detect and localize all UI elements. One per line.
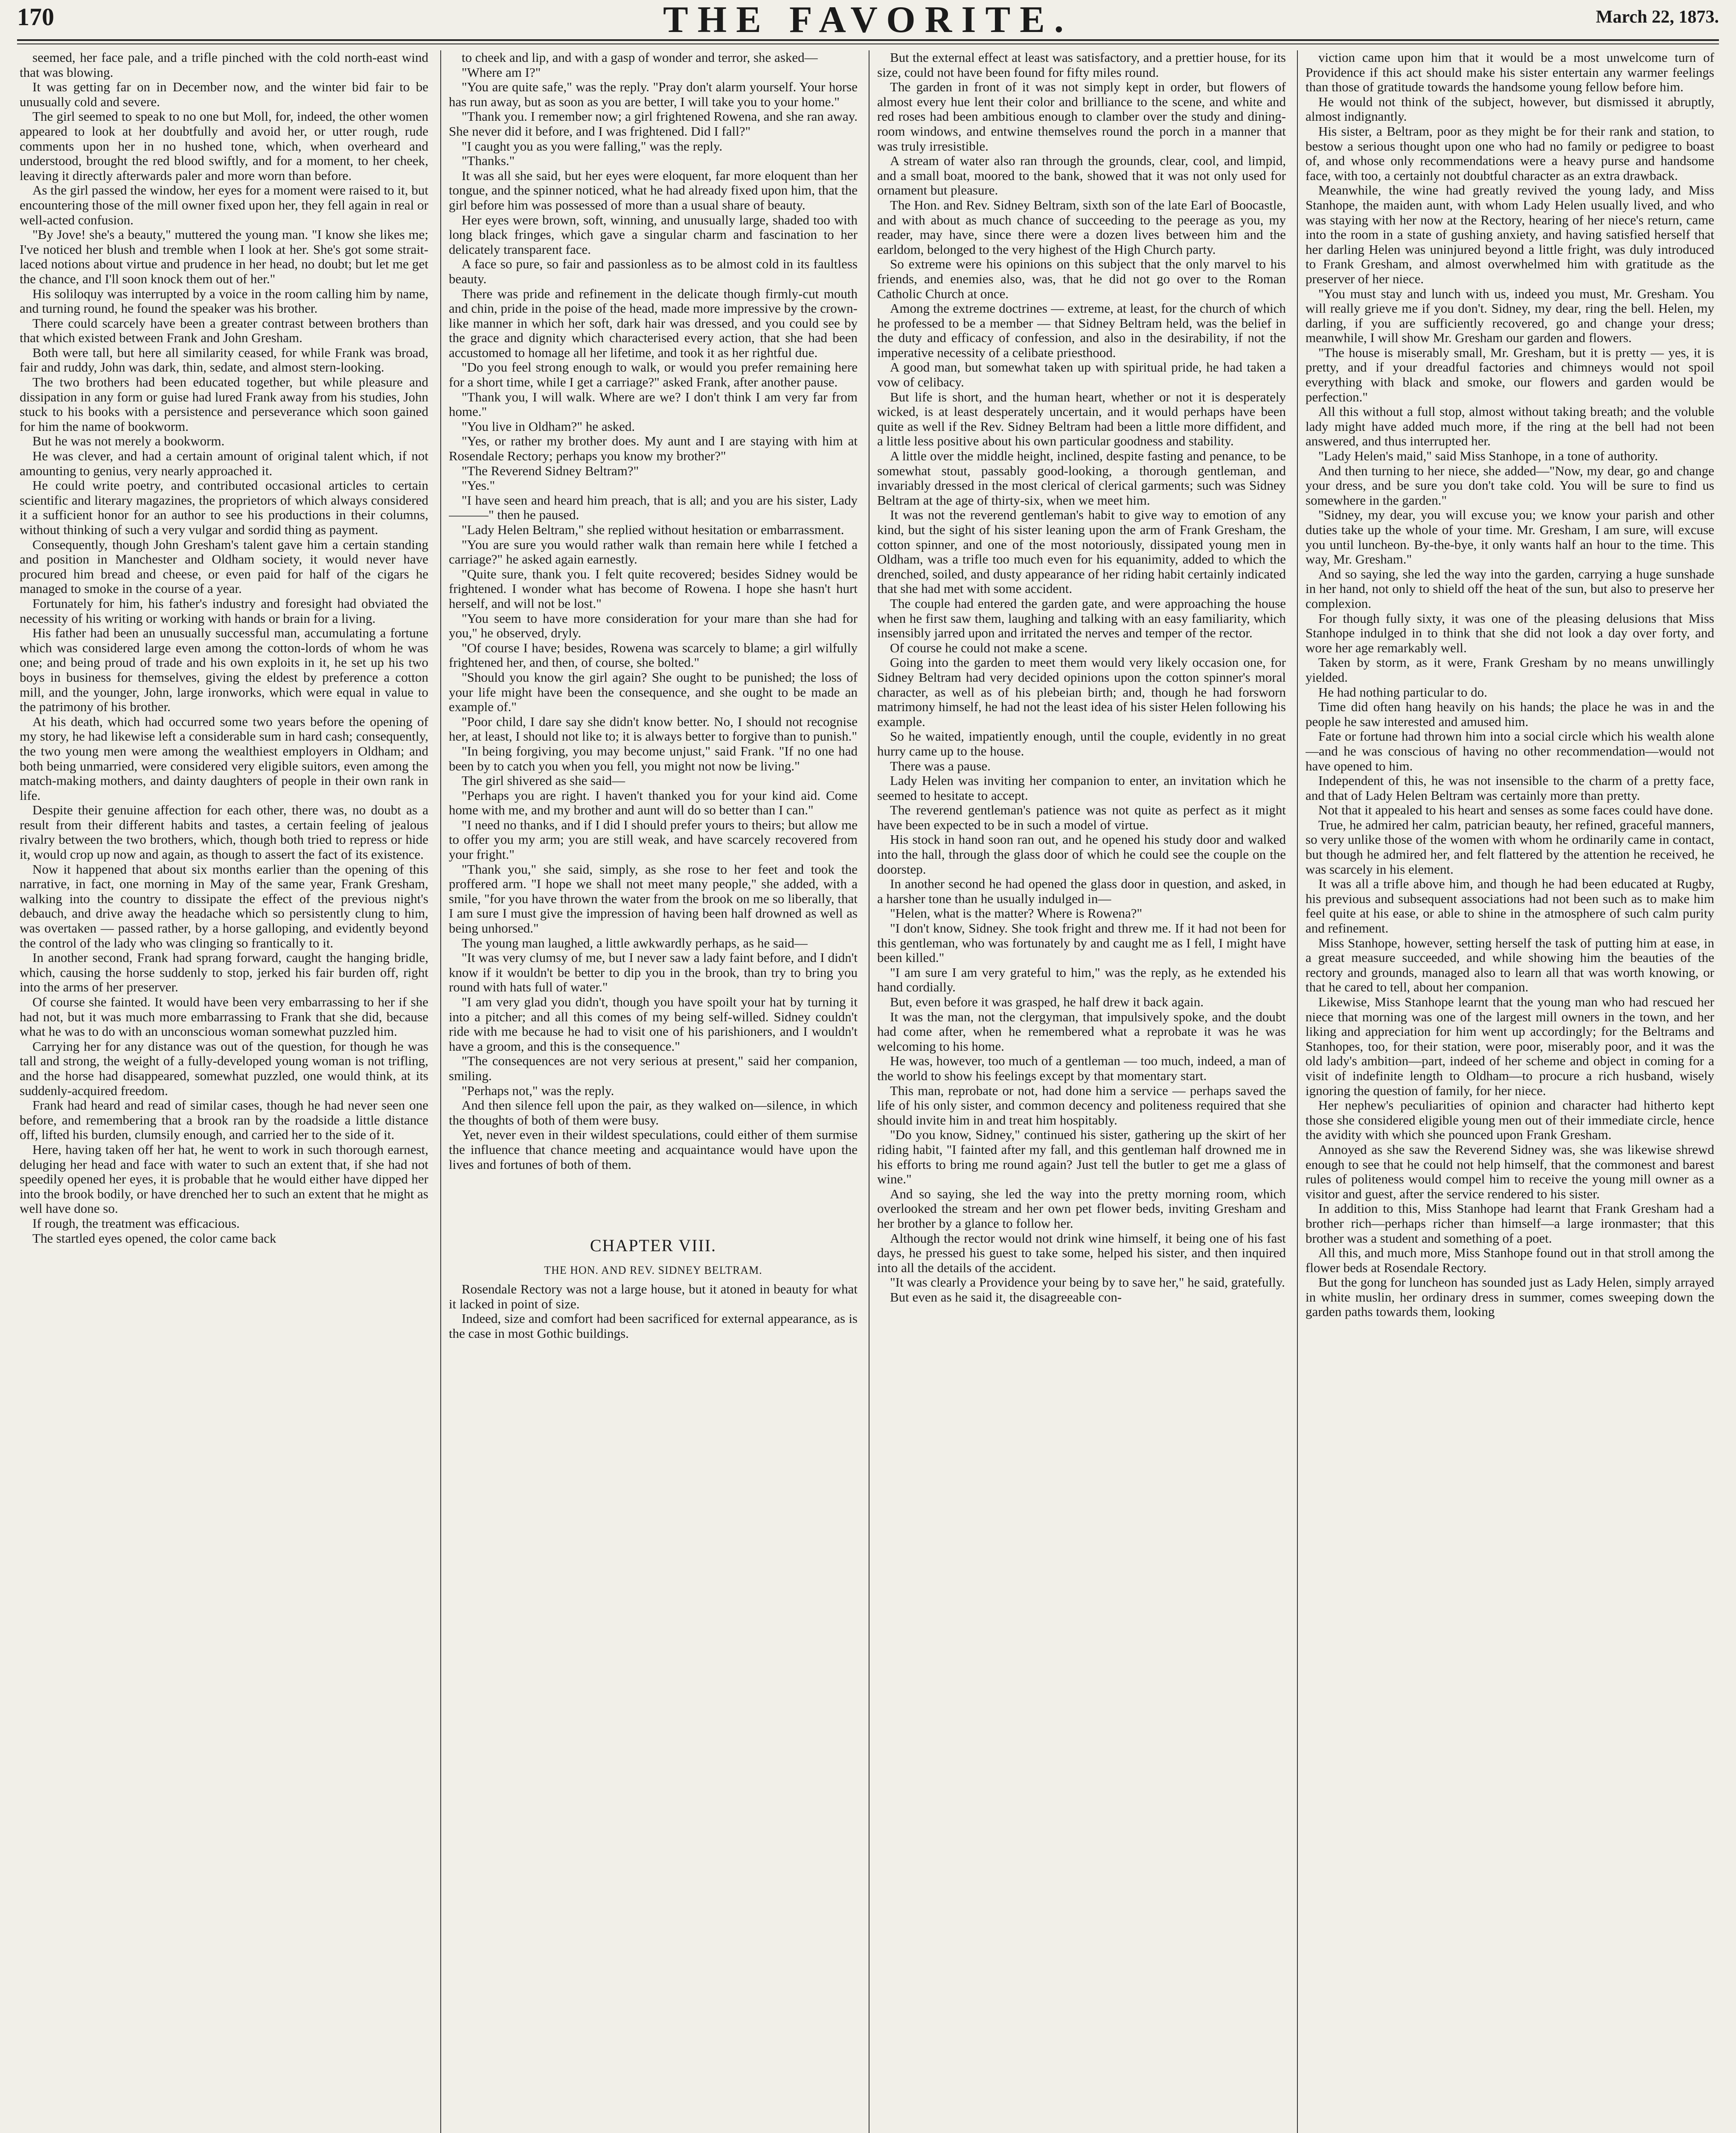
page-header	[17, 0, 1719, 41]
paragraph: "You are sure you would rather walk than remain here while I fetched a carriage?" he asked again earnestly.	[449, 537, 858, 567]
paragraph: It was not the reverend gentleman's habit to give way to emotion of any kind, but the sight of his sister leaning upon the arm of Frank Gresham, the cotton spinner, and one of the most notoriously, dissipated young men in Oldham, was a trifle too much even for his equanimity, added to which the drenched, soiled, and dusty appearance of her riding habit certainly indicated that she had met with some accident.	[877, 507, 1286, 596]
paragraph: The startled eyes opened, the color came back	[32, 1230, 276, 1246]
paragraph: He was, however, too much of a gentleman — too much, indeed, a man of the world to show his feelings except by that momentary start.	[877, 1053, 1286, 1083]
paragraph: Here, having taken off her hat, he went to work in such thorough earnest, deluging her head and face with water to such an extent that, if she had not speedily opened her eyes, it is probable that he would either have dipped her into the brook bodily, or have drenched her to such an extent that he might as well have done so.	[20, 1142, 428, 1216]
paragraph: All this, and much more, Miss Stanhope found out in that stroll among the flower beds at Rosendale Rectory.	[1306, 1245, 1714, 1275]
paragraph: "By Jove! she's a beauty," muttered the young man. "I know she likes me; I've noticed her blush and tremble when I look at her. She's got some strait-laced notions about virtue and prudence in her head, no doubt; but let me get the chance, and I'll soon knock them out of her."	[20, 227, 428, 286]
paragraph: If rough, the treatment was efficacious.	[32, 1215, 240, 1231]
paragraph: A stream of water also ran through the grounds, clear, cool, and limpid, and a small boat, moored to the bank, showed that it was not only used for ornament but pleasure.	[877, 153, 1286, 198]
paragraph: Miss Stanhope, however, setting herself the task of putting him at ease, in a great measure succeeded, and while showing him the beauties of the rectory and grounds, managed also to learn all that was worth knowing, or that he cared to tell, about her companion.	[1306, 935, 1714, 995]
paragraph: "I am very glad you didn't, though you have spoilt your hat by turning it into a pitcher; and all this comes of my being self-willed. Sidney couldn't ride with me because he had to visit one of his parishioners, and I wouldn't have a groom, and this is the consequence."	[449, 994, 858, 1054]
paragraph: He would not think of the subject, however, but dismissed it abruptly, almost indignantly.	[1306, 94, 1714, 124]
column-4	[1306, 50, 1714, 2133]
paragraph: It was all she said, but her eyes were eloquent, far more eloquent than her tongue, and the spinner noticed, what he had already fixed upon him, that the girl before him was possessed of more than a usual share of beauty.	[449, 168, 858, 212]
paragraph: The reverend gentleman's patience was not quite as perfect as it might have been expected to be in such a model of virtue.	[877, 802, 1286, 832]
paragraph: "Perhaps you are right. I haven't thanked you for your kind aid. Come home with me, and my brother and aunt will do so better than I can."	[449, 788, 858, 818]
paragraph: But the external effect at least was satisfactory, and a prettier house, for its size, could not have been found for fifty miles round.	[877, 50, 1286, 80]
paragraph: Carrying her for any distance was out of the question, for though he was tall and strong, the weight of a fully-developed young woman is not trifling, and the horse had disappeared, somewhat puzzled, one would think, at its suddenly-acquired freedom.	[20, 1038, 428, 1098]
paragraph: All this without a full stop, almost without taking breath; and the voluble lady might have added much more, if the ring at the bell had not been answered, and thus interrupted her.	[1306, 404, 1714, 449]
paragraph: "Helen, what is the matter? Where is Rowena?"	[890, 906, 1143, 921]
paragraph: "Lady Helen Beltram," she replied without hesitation or embarrassment.	[462, 522, 844, 537]
paragraph: His sister, a Beltram, poor as they might be for their rank and station, to bestow a serious thought upon one who had no family or pedigree to boast of, and whose only recommendations were a heavy purse and handsome face, with too, a certainly not doubtful character as an extra drawback.	[1306, 123, 1714, 183]
paragraph: This man, reprobate or not, had done him a service — perhaps saved the life of his only sister, and common decency and politeness required that she should invite him in and treat him hospitably.	[877, 1083, 1286, 1128]
paragraph: Indeed, size and comfort had been sacrificed for external appearance, as is the case in most Gothic buildings.	[449, 1311, 858, 1341]
paragraph: "Of course I have; besides, Rowena was scarcely to blame; a girl wilfully frightened her, and then, of course, she bolted."	[449, 640, 858, 670]
paragraph: The garden in front of it was not simply kept in order, but flowers of almost every hue lent their color and brilliance to the scene, and white and red roses had been ambitious enough to clamber over the study and dining-room windows, and entwine themselves round the porch in a manner that was truly irresistible.	[877, 79, 1286, 154]
paragraph: Despite their genuine affection for each other, there was, no doubt as a result from their different habits and tastes, a certain feeling of jealous rivalry between the two brothers, which, though both tried to repress or hide it, would crop up now and again, as though to assert the fact of its existence.	[20, 802, 428, 862]
paragraph: "In being forgiving, you may become unjust," said Frank. "If no one had been by to catch you when you fell, you might not now be living."	[449, 743, 858, 773]
paragraph: The Hon. and Rev. Sidney Beltram, sixth son of the late Earl of Boocastle, and with about as much chance of succeeding to the peerage as you, my reader, may have, since there were a dozen lives between him and the earldom, belonged to the very highest of the High Church party.	[877, 197, 1286, 257]
header-rule	[17, 39, 1719, 44]
page-number: 170	[17, 3, 54, 31]
column-1	[20, 50, 428, 2133]
paragraph: "I am sure I am very grateful to him," was the reply, as he extended his hand cordially.	[877, 965, 1286, 995]
paragraph: "Do you know, Sidney," continued his sister, gathering up the skirt of her riding habit, "I fainted after my fall, and this gentleman half drowned me in his efforts to bring me round again? Just tell the butler to get me a glass of wine."	[877, 1127, 1286, 1187]
paragraph: In addition to this, Miss Stanhope had learnt that Frank Gresham had a brother rich—perhaps richer than himself—a large ironmaster; that this brother was a student and something of a poet.	[1306, 1201, 1714, 1246]
paragraph: Of course she fainted. It would have been very embarrassing to her if she had not, but it was much more embarrassing to Frank that she did, because what he was to do with an unconscious woman somewhat puzzled him.	[20, 994, 428, 1039]
paragraph: Of course he could not make a scene.	[890, 640, 1088, 655]
paragraph: Fate or fortune had thrown him into a social circle which his wealth alone—and he was conscious of having no other recommendation—would not have opened to him.	[1306, 729, 1714, 773]
paragraph: The girl seemed to speak to no one but Moll, for, indeed, the other women appeared to look at her doubtfully and avoid her, or utter rough, rude comments upon her in no hushed tone, which, when overheard and understood, brought the red blood swiftly, and for a moment, to her cheek, leaving it directly afterwards paler and more worn than before.	[20, 109, 428, 183]
paragraph: There could scarcely have been a greater contrast between brothers than that which existed between Frank and John Gresham.	[20, 315, 428, 346]
paragraph: "You seem to have more consideration for your mare than she had for you," he observed, dryly.	[449, 610, 858, 641]
paragraph: It was the man, not the clergyman, that impulsively spoke, and the doubt had come after, when he remembered what a reprobate it was he was welcoming to his home.	[877, 1009, 1286, 1054]
paragraph: "Thank you," she said, simply, as she rose to her feet and took the proffered arm. "I hope we shall not meet many people," she added, with a smile, "for you have thrown the water from the brook on me so liberally, that I am sure I must give the impression of having been half drowned as well as being unhorsed."	[449, 861, 858, 936]
paragraph: "Thank you. I remember now; a girl frightened Rowena, and she ran away. She never did it before, and I was frightened. Did I fall?"	[449, 109, 858, 139]
paragraph: "Thanks."	[462, 153, 515, 169]
paragraph: There was pride and refinement in the delicate though firmly-cut mouth and chin, pride in the poise of the head, made more impressive by the crown-like manner in which her soft, dark hair was dressed, and you could see by the grace and dignity which characterised every action, that she had been accustomed to homage all her lifetime, and took it as her rightful due.	[449, 286, 858, 360]
paragraph: His soliloquy was interrupted by a voice in the room calling him by name, and turning round, he found the speaker was his brother.	[20, 286, 428, 316]
paragraph: "Should you know the girl again? She ought to be punished; the loss of your life might have been the consequence, and she ought to be made an example of."	[449, 669, 858, 715]
paragraph: True, he admired her calm, patrician beauty, her refined, graceful manners, so very unlike those of the women with whom he ordinarily came in contact, but though he admired her, and felt flattered by the attention he received, he was scarcely in his element.	[1306, 817, 1714, 877]
paragraph: And then turning to her niece, she added—"Now, my dear, go and change your dress, and be sure you don't take cold. You will be sure to find us somewhere in the garden."	[1306, 463, 1714, 508]
paragraph: Time did often hang heavily on his hands; the place he was in and the people he saw interested and amused him.	[1306, 699, 1714, 729]
paragraph: A good man, but somewhat taken up with spiritual pride, he had taken a vow of celibacy.	[877, 360, 1286, 390]
paragraph: Rosendale Rectory was not a large house, but it atoned in beauty for what it lacked in point of size.	[449, 1282, 858, 1311]
paragraph: Yet, never even in their wildest speculations, could either of them surmise the influence that chance meeting and acquaintance would have upon the lives and fortunes of both of them.	[449, 1127, 858, 1172]
paragraph: And so saying, she led the way into the pretty morning room, which overlooked the stream and her own pet flower beds, inviting Gresham and her brother by a glance to follow her.	[877, 1186, 1286, 1231]
paragraph: "The house is miserably small, Mr. Gresham, but it is pretty — yes, it is pretty, and if your dreadful factories and chimneys would not spoil everything with black and smoke, our flowers and garden would be perfection."	[1306, 345, 1714, 404]
paragraph: "Perhaps not," was the reply.	[462, 1083, 614, 1098]
paragraph: "Poor child, I dare say she didn't know better. No, I should not recognise her, at least, I should not like to; it is always better to forgive than to punish."	[449, 714, 858, 744]
paragraph: So he waited, impatiently enough, until the couple, evidently in no great hurry came up to the house.	[877, 729, 1286, 758]
paragraph: Independent of this, he was not insensible to the charm of a pretty face, and that of Lady Helen Beltram was certainly more than pretty.	[1306, 773, 1714, 803]
paragraph: "Yes, or rather my brother does. My aunt and I are staying with him at Rosendale Rectory; perhaps you know my brother?"	[449, 433, 858, 464]
column-2	[449, 50, 858, 2133]
paragraph: Consequently, though John Gresham's talent gave him a certain standing and position in Manchester and Oldham society, it would never have procured him bread and cheese, or even paid for half of the cigars he managed to smoke in the course of a year.	[20, 537, 428, 596]
paragraph: His stock in hand soon ran out, and he opened his study door and walked into the hall, through the glass door of which he could see the couple on the doorstep.	[877, 832, 1286, 877]
column-divider	[440, 50, 441, 2133]
paragraph: "I don't know, Sidney. She took fright and threw me. If it had not been for this gentleman, who was fortunately by and caught me as I fell, I might have been killed."	[877, 921, 1286, 965]
paragraph: Annoyed as she saw the Reverend Sidney was, she was likewise shrewd enough to see that he could not help himself, that the commonest and barest rules of politeness would compel him to receive the young mill owner as a visitor and guest, after the service rendered to his sister.	[1306, 1142, 1714, 1201]
paragraph: Now it happened that about six months earlier than the opening of this narrative, in fact, one morning in May of the same year, Frank Gresham, walking into the country to dissipate the effect of the previous night's debauch, and drive away the headache which so persistently clung to him, was overtaken — passed rather, by a horse galloping, and evidently beyond the control of the lady who was clinging so frantically to it.	[20, 861, 428, 950]
paragraph: "Yes."	[462, 478, 495, 493]
paragraph: The two brothers had been educated together, but while pleasure and dissipation in any form or guise had lured Frank away from his studies, John stuck to his books with a persistence and perseverance which soon gained for him the name of bookworm.	[20, 375, 428, 434]
paragraph: viction came upon him that it would be a most unwelcome turn of Providence if this act should make his sister entertain any warmer feelings than those of gratitude towards the handsome young fellow before him.	[1306, 50, 1714, 95]
paragraph: In another second he had opened the glass door in question, and asked, in a harsher tone than he usually indulged in—	[877, 876, 1286, 906]
paragraph: In another second, Frank had sprang forward, caught the hanging bridle, which, causing the horse suddenly to stop, jerked his fair burden off, right into the arms of her preserver.	[20, 950, 428, 995]
paragraph: But he was not merely a bookworm.	[32, 433, 225, 449]
paragraph: Although the rector would not drink wine himself, it being one of his fast days, he pressed his guest to take some, helped his sister, and then inquired into all the details of the accident.	[877, 1230, 1286, 1275]
paragraph: And so saying, she led the way into the garden, carrying a huge sunshade in her hand, not only to shield off the heat of the sun, but also to preserve her complexion.	[1306, 566, 1714, 611]
paragraph: "Do you feel strong enough to walk, or would you prefer remaining here for a short time, while I get a carriage?" asked Frank, after another pause.	[449, 360, 858, 390]
paragraph: Not that it appealed to his heart and senses as some faces could have done.	[1318, 802, 1713, 818]
issue-date: March 22, 1873.	[1596, 7, 1719, 27]
column-divider	[1297, 50, 1298, 2133]
paragraph: As the girl passed the window, her eyes for a moment were raised to it, but encountering those of the mill owner fixed upon her, they fell again in real or well-acted confusion.	[20, 183, 428, 227]
paragraph: The couple had entered the garden gate, and were approaching the house when he first saw them, laughing and talking with an easy familiarity, which insensibly jarred upon and irritated the nerves and temper of the rector.	[877, 596, 1286, 641]
paragraph: He could write poetry, and contributed occasional articles to certain scientific and literary magazines, the proprietors of which always considered it a sufficient honor for an author to see his productions in their columns, without thinking of such a very vulgar and sordid thing as payment.	[20, 478, 428, 537]
paragraph: "You must stay and lunch with us, indeed you must, Mr. Gresham. You will really grieve me if you don't. Sidney, my dear, ring the bell. Helen, my darling, if you are sufficiently recovered, go and change your dress; meanwhile, I will show Mr. Gresham our garden and flowers.	[1306, 286, 1714, 346]
paragraph: A face so pure, so fair and passionless as to be almost cold in its faultless beauty.	[449, 256, 858, 286]
paragraph: to cheek and lip, and with a gasp of wonder and terror, she asked—	[462, 50, 818, 65]
paragraph: "Lady Helen's maid," said Miss Stanhope, in a tone of authority.	[1318, 448, 1658, 464]
paragraph: "You live in Oldham?" he asked.	[462, 418, 635, 434]
paragraph: Taken by storm, as it were, Frank Gresham by no means unwillingly yielded.	[1306, 655, 1714, 685]
paragraph: Fortunately for him, his father's industry and foresight had obviated the necessity of his writing or working with hands or brain for a living.	[20, 596, 428, 626]
paragraph: Lady Helen was inviting her companion to enter, an invitation which he seemed to hesitate to accept.	[877, 773, 1286, 803]
paragraph: "Sidney, my dear, you will excuse you; we know your parish and other duties take up the whole of your time. Mr. Gresham, I am sure, will excuse you until luncheon. By-the-bye, it only wants half an hour to the time. This way, Mr. Gresham."	[1306, 507, 1714, 567]
paragraph: He had nothing particular to do.	[1318, 684, 1488, 700]
paragraph: seemed, her face pale, and a trifle pinched with the cold north-east wind that was blowing.	[20, 50, 428, 80]
paragraph: "I have seen and heard him preach, that is all; and you are his sister, Lady———" then he paused.	[449, 492, 858, 523]
paragraph: Likewise, Miss Stanhope learnt that the young man who had rescued her niece that morning was one of the largest mill owners in the town, and her liking and appreciation for him went up accordingly; for the Beltrams and Stanhopes, too, for their station, were poor, miserably poor, and it was the old lady's ambition—part, indeed of her scheme and object in coming for a visit of indefinite length to Oldham—to procure a rich husband, wisely ignoring the question of family, for her niece.	[1306, 994, 1714, 1098]
paragraph: Both were tall, but here all similarity ceased, for while Frank was broad, fair and ruddy, John was dark, thin, sedate, and almost stern-looking.	[20, 345, 428, 375]
paragraph: "Quite sure, thank you. I felt quite recovered; besides Sidney would be frightened. I wonder what has become of Rowena. I hope she hasn't hurt herself, and will not be lost."	[449, 566, 858, 611]
paragraph: The girl shivered as she said—	[462, 773, 625, 788]
paragraph: Frank had heard and read of similar cases, though he had never seen one before, and remembering that a brook ran by the roadside a little distance off, lifted his burden, clumsily enough, and carried her to the side of it.	[20, 1098, 428, 1142]
paragraph: Her nephew's peculiarities of opinion and character had hitherto kept those she considered eligible young men out of their immediate circle, hence the avidity with which she pounced upon Frank Gresham.	[1306, 1098, 1714, 1142]
paragraph: The young man laughed, a little awkwardly perhaps, as he said—	[462, 935, 808, 950]
paragraph: "It was clearly a Providence your being by to save her," he said, gratefully.	[890, 1275, 1285, 1290]
paragraph: "Thank you, I will walk. Where are we? I don't think I am very far from home."	[449, 389, 858, 419]
paragraph: Among the extreme doctrines — extreme, at least, for the church of which he professed to be a member — that Sidney Beltram held, was the belief in the duty and efficacy of confession, and also in the desirability, if not the imperative necessity of a celibate priesthood.	[877, 301, 1286, 360]
masthead-title: THE FAVORITE.	[663, 0, 1073, 41]
paragraph: It was getting far on in December now, and the winter bid fair to be unusually cold and severe.	[20, 79, 428, 109]
paragraph: But life is short, and the human heart, whether or not it is desperately wicked, is at least desperately uncertain, and it would perhaps have been quite as well if the Rev. Sidney Beltram had been a little more diffident, and a little less positive about his own particular goodness and stability.	[877, 389, 1286, 449]
paragraph: And then silence fell upon the pair, as they walked on—silence, in which the thoughts of both of them were busy.	[449, 1098, 858, 1128]
paragraph: So extreme were his opinions on this subject that the only marvel to his friends, and enemies also, was, that he did not go over to the Roman Catholic Church at once.	[877, 256, 1286, 301]
paragraph: "The consequences are not very serious at present," said her companion, smiling.	[449, 1053, 858, 1083]
paragraph: He was clever, and had a certain amount of original talent which, if not amounting to genius, very nearly approached it.	[20, 448, 428, 478]
paragraph: At his death, which had occurred some two years before the opening of my story, he had likewise left a considerable sum in hard cash; consequently, the two young men were among the wealthiest employers in Oldham; and both being unmarried, were considered very eligible suitors, even among the match-making mothers, and dainty daughters of people in their own rank in life.	[20, 714, 428, 803]
paragraph: "Where am I?"	[462, 64, 541, 80]
paragraph: There was a pause.	[890, 758, 991, 773]
paragraph: Her eyes were brown, soft, winning, and unusually large, shaded too with long black fringes, which gave a singular charm and fascination to her delicately transparent face.	[449, 212, 858, 257]
paragraph: His father had been an unusually successful man, accumulating a fortune which was considered large even among the cotton-lords of whom he was one; and being proud of trade and his own exploits in it, he set up his two boys in business for themselves, giving the eldest by preference a cotton mill, and the younger, John, large ironworks, which were equal in value to the patrimony of his brother.	[20, 625, 428, 715]
paragraph: "It was very clumsy of me, but I never saw a lady faint before, and I didn't know if it wouldn't be better to dip you in the brook, than try to bring you round with hats full of water."	[449, 950, 858, 995]
paragraph: But even as he said it, the disagreeable con-	[890, 1289, 1122, 1305]
paragraph: For though fully sixty, it was one of the pleasing delusions that Miss Stanhope indulged in to think that she did not look a day over forty, and wore her age remarkably well.	[1306, 610, 1714, 655]
paragraph: It was all a trifle above him, and though he had been educated at Rugby, his previous and subsequent associations had not been such as to make him feel quite at his ease, or able to shine in the atmosphere of such calm purity and refinement.	[1306, 876, 1714, 936]
paragraph: "You are quite safe," was the reply. "Pray don't alarm yourself. Your horse has run away, but as soon as you are better, I will take you to your home."	[449, 79, 858, 109]
paragraph: Meanwhile, the wine had greatly revived the young lady, and Miss Stanhope, the maiden aunt, with whom Lady Helen usually lived, and who was staying with her now at the Rectory, hearing of her niece's return, came into the room in a state of gushing anxiety, and having satisfied herself that her darling Helen was uninjured beyond a little fright, was duly introduced to Frank Gresham, and almost overwhelmed him with gratitude as the preserver of her niece.	[1306, 183, 1714, 286]
paragraph: A little over the middle height, inclined, despite fasting and penance, to be somewhat stout, passably good-looking, a thorough gentleman, and invariably dressed in the most clerical of clerical garments; such was Sidney Beltram at the age of thirty-six, when we meet him.	[877, 448, 1286, 508]
chapter-heading: CHAPTER VIII.	[590, 1236, 717, 1255]
paragraph: Going into the garden to meet them would very likely occasion one, for Sidney Beltram had very decided opinions upon the cotton spinner's moral character, as well as of his plebeian birth; and, though he had forsworn matrimony himself, he had not the least idea of his sister Helen following his example.	[877, 655, 1286, 729]
paragraph: "The Reverend Sidney Beltram?"	[462, 463, 639, 478]
paragraph: But, even before it was grasped, he half drew it back again.	[890, 994, 1204, 1009]
paragraph: "I caught you as you were falling," was the reply.	[462, 138, 723, 154]
paragraph: "I need no thanks, and if I did I should prefer yours to theirs; but allow me to offer you my arm; you are still weak, and have scarcely recovered from your fright."	[449, 817, 858, 862]
paragraph: But the gong for luncheon has sounded just as Lady Helen, simply arrayed in white muslin, her ordinary dress in summer, comes sweeping down the garden paths towards them, looking	[1306, 1275, 1714, 1319]
chapter-subheading: THE HON. AND REV. SIDNEY BELTRAM.	[544, 1264, 762, 1277]
column-3	[877, 50, 1286, 2133]
